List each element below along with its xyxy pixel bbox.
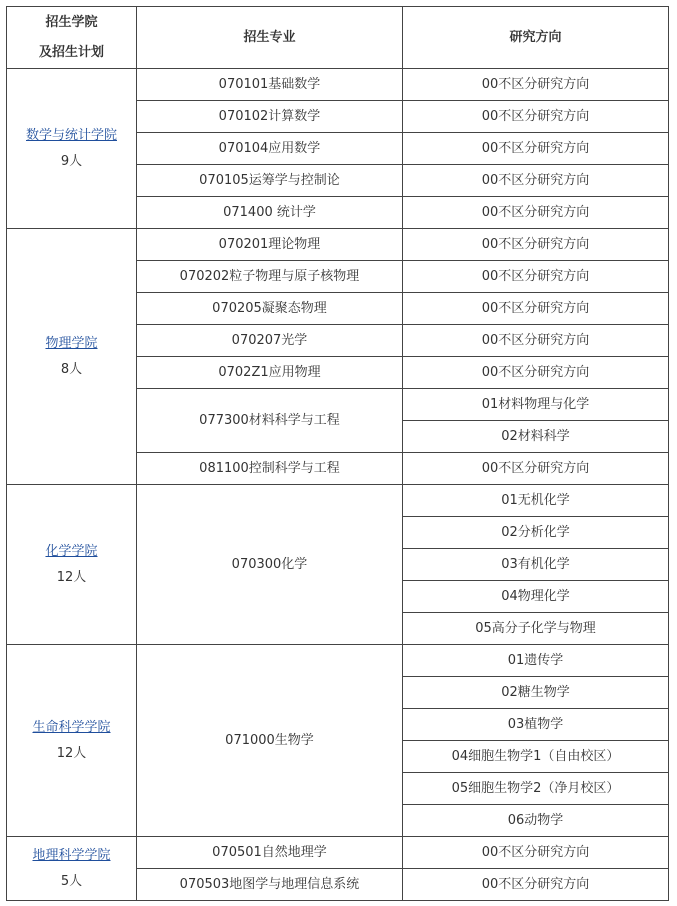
college-link[interactable]: 地理科学学院: [32, 847, 111, 863]
college-quota: 9人: [60, 153, 83, 169]
direction-cell: 05高分子化学与物理: [403, 613, 669, 645]
major-cell: 070105运筹学与控制论: [137, 165, 403, 197]
college-cell: [7, 69, 137, 229]
direction-cell: 02材料科学: [403, 421, 669, 453]
table-row: [7, 485, 669, 517]
major-cell: 070300化学: [137, 485, 403, 645]
major-cell: 070101基础数学: [137, 69, 403, 101]
college-quota: 8人: [60, 361, 83, 377]
header-college: [7, 7, 137, 69]
header-row: [7, 7, 669, 69]
major-cell: 0702Z1应用物理: [137, 357, 403, 389]
college-link[interactable]: 数学与统计学院: [25, 127, 117, 143]
direction-cell: 00不区分研究方向: [403, 69, 669, 101]
major-cell: 077300材料科学与工程: [137, 389, 403, 453]
major-cell: 070207光学: [137, 325, 403, 357]
direction-cell: 01材料物理与化学: [403, 389, 669, 421]
table-body: [7, 69, 669, 901]
major-cell: 070501自然地理学: [137, 837, 403, 869]
major-cell: 070202粒子物理与原子核物理: [137, 261, 403, 293]
college-link[interactable]: 生命科学学院: [32, 719, 111, 735]
major-cell: 070104应用数学: [137, 133, 403, 165]
header-major: 招生专业: [137, 7, 403, 69]
direction-cell: 05细胞生物学2（净月校区）: [403, 773, 669, 805]
table-row: [7, 645, 669, 677]
direction-cell: 00不区分研究方向: [403, 101, 669, 133]
direction-cell: 00不区分研究方向: [403, 325, 669, 357]
table-row: [7, 69, 669, 101]
direction-cell: 00不区分研究方向: [403, 197, 669, 229]
table-row: [7, 837, 669, 869]
header-direction: 研究方向: [403, 7, 669, 69]
direction-cell: 00不区分研究方向: [403, 453, 669, 485]
college-link[interactable]: 物理学院: [45, 335, 98, 351]
college-quota: 12人: [56, 569, 87, 585]
college-quota: 12人: [56, 745, 87, 761]
table-row: [7, 229, 669, 261]
major-cell: 071400 统计学: [137, 197, 403, 229]
college-cell: [7, 645, 137, 837]
enrollment-table: [6, 6, 669, 901]
direction-cell: 00不区分研究方向: [403, 165, 669, 197]
direction-cell: 00不区分研究方向: [403, 261, 669, 293]
direction-cell: 00不区分研究方向: [403, 229, 669, 261]
direction-cell: 03有机化学: [403, 549, 669, 581]
direction-cell: 03植物学: [403, 709, 669, 741]
direction-cell: 00不区分研究方向: [403, 133, 669, 165]
direction-cell: 04细胞生物学1（自由校区）: [403, 741, 669, 773]
header-college-line1: 招生学院: [45, 14, 98, 30]
major-cell: 070201理论物理: [137, 229, 403, 261]
major-cell: 071000生物学: [137, 645, 403, 837]
college-cell: [7, 485, 137, 645]
major-cell: 070102计算数学: [137, 101, 403, 133]
college-link[interactable]: 化学学院: [45, 543, 98, 559]
direction-cell: 02分析化学: [403, 517, 669, 549]
major-cell: 070205凝聚态物理: [137, 293, 403, 325]
direction-cell: 01无机化学: [403, 485, 669, 517]
direction-cell: 00不区分研究方向: [403, 869, 669, 901]
college-cell: [7, 229, 137, 485]
direction-cell: 00不区分研究方向: [403, 357, 669, 389]
direction-cell: 00不区分研究方向: [403, 837, 669, 869]
college-quota: 5人: [60, 873, 83, 889]
major-cell: 081100控制科学与工程: [137, 453, 403, 485]
direction-cell: 06动物学: [403, 805, 669, 837]
header-college-line2: 及招生计划: [38, 44, 104, 60]
major-cell: 070503地图学与地理信息系统: [137, 869, 403, 901]
direction-cell: 04物理化学: [403, 581, 669, 613]
direction-cell: 02糖生物学: [403, 677, 669, 709]
direction-cell: 01遗传学: [403, 645, 669, 677]
college-cell: [7, 837, 137, 901]
direction-cell: 00不区分研究方向: [403, 293, 669, 325]
